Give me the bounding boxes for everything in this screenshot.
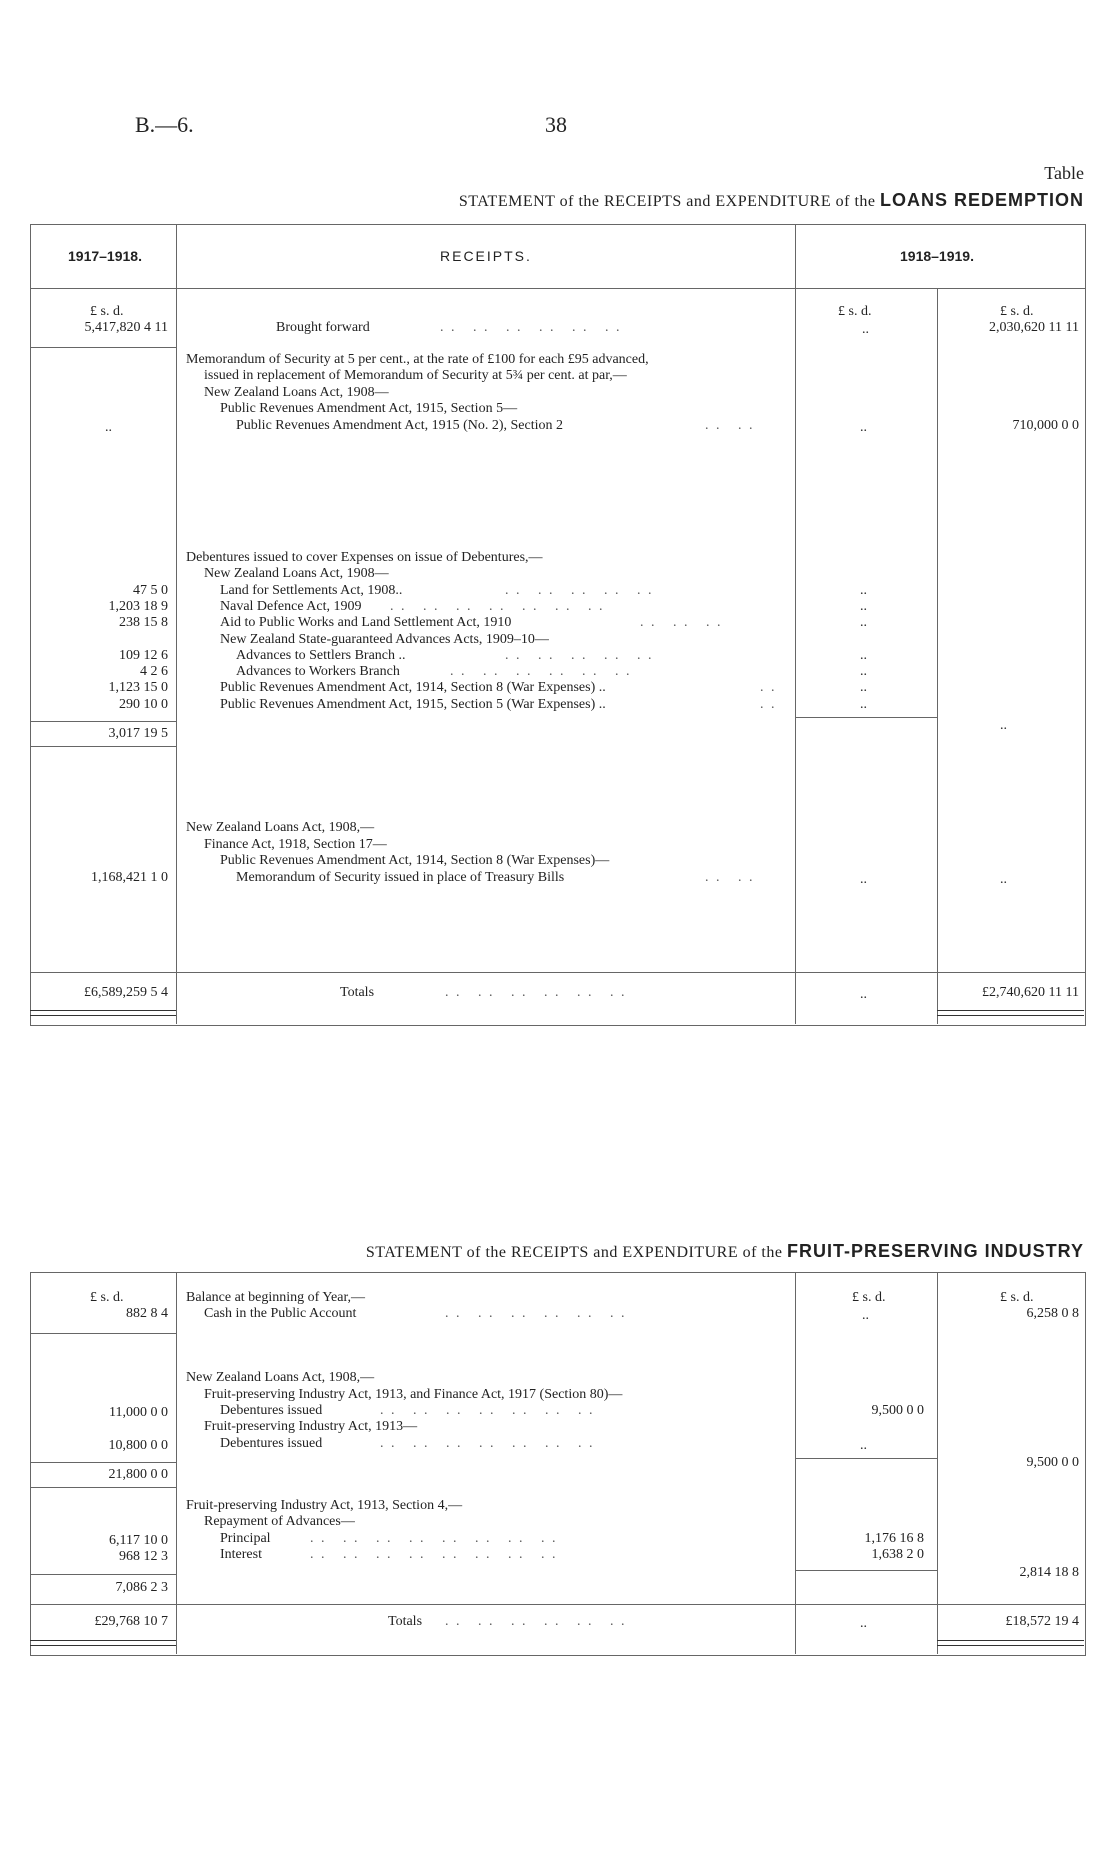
table1-deb-label: Advances to Settlers Branch .. <box>236 648 406 663</box>
table1-deb-sub: .. <box>860 697 867 712</box>
leader-dots: . . . . . . . . . . <box>505 583 654 598</box>
leader-dots: . . . . . . . . . . . . . . . . <box>310 1531 558 1546</box>
table2-fp-rule <box>30 1574 176 1575</box>
table1-deb-amount: 4 2 6 <box>140 664 168 679</box>
table2-nz-total: 21,800 0 0 <box>108 1467 168 1482</box>
table2-currency-sub: £ s. d. <box>852 1290 886 1305</box>
table1-memo-line3: New Zealand Loans Act, 1908— <box>204 385 389 400</box>
table-label: Table <box>1044 163 1084 183</box>
table1-deb-sub-rule <box>795 717 937 718</box>
table1-totals-double-rule-right <box>937 1010 1084 1016</box>
table2-totals-double-rule-right <box>937 1640 1084 1646</box>
leader-dots: . . . . <box>705 870 755 885</box>
leader-dots: . . . . . . <box>640 615 723 630</box>
table2-divider-right <box>937 1272 938 1654</box>
table1-nz-line1: New Zealand Loans Act, 1908,— <box>186 820 375 835</box>
table1-nz-line3: Public Revenues Amendment Act, 1914, Section 8 (War Expenses)— <box>220 853 610 868</box>
table2-bal-rule <box>30 1333 176 1334</box>
table2-title <box>366 1241 1084 1262</box>
table1-bf-amount: 5,417,820 4 11 <box>84 320 168 335</box>
table1-title-prefix: STATEMENT of the RECEIPTS and EXPENDITURE of the <box>458 193 876 210</box>
table2-fp-line4: Interest <box>220 1547 262 1562</box>
table1-totals-double-rule-left <box>30 1010 176 1016</box>
table1-divider-left <box>176 224 177 1024</box>
table2-frame <box>30 1272 1086 1656</box>
table2-nz-line1: New Zealand Loans Act, 1908,— <box>186 1370 375 1385</box>
table1-currency-left: £ s. d. <box>90 304 124 319</box>
table2-currency-right: £ s. d. <box>1000 1290 1034 1305</box>
leader-dots: . . . . . . . . . . <box>505 648 654 663</box>
table2-nz-amount1: 11,000 0 0 <box>109 1405 168 1420</box>
table1-col-1917-1918: 1917–1918. <box>68 248 142 264</box>
table1-deb-sub: .. <box>860 664 867 679</box>
leader-dots: . . . . <box>705 418 755 433</box>
table1-bf-label: Brought forward <box>276 320 370 335</box>
table1-deb-amount: 238 15 8 <box>119 615 168 630</box>
leader-dots: . . . . . . . . . . . . . . <box>390 599 605 614</box>
table1-totals-right: £2,740,620 11 11 <box>982 985 1079 1000</box>
table1-deb-total-rule <box>30 746 176 747</box>
table1-nz-line2: Finance Act, 1918, Section 17— <box>204 837 387 852</box>
table2-nz-right: 9,500 0 0 <box>1026 1455 1079 1470</box>
table1-title <box>459 190 1084 211</box>
table1-title-bold: LOANS REDEMPTION <box>879 190 1084 210</box>
table2-nz-line3: Debentures issued <box>220 1403 323 1418</box>
table2-fp-sub-rule <box>795 1570 937 1571</box>
table2-fp-amount1: 6,117 10 0 <box>109 1533 168 1548</box>
table1-col-1918-1919: 1918–1919. <box>900 248 974 264</box>
table2-title-prefix: STATEMENT of the RECEIPTS and EXPENDITURE of the <box>365 1244 783 1261</box>
table1-deb-label: Public Revenues Amendment Act, 1915, Section 5 (War Expenses) .. <box>220 697 606 712</box>
table2-nz-line4: Fruit-preserving Industry Act, 1913— <box>204 1419 418 1434</box>
table2-nz-total-rule <box>30 1487 176 1488</box>
leader-dots: . . . . . . . . . . . . <box>445 1614 627 1629</box>
table1-deb-amount: 1,203 18 9 <box>108 599 168 614</box>
table1-totals-label: Totals <box>340 985 375 1000</box>
table2-nz-sub1: 9,500 0 0 <box>871 1403 924 1418</box>
table1-nz-amount: 1,168,421 1 0 <box>91 870 168 885</box>
table2-totals-left: £29,768 10 7 <box>94 1614 168 1629</box>
leader-dots: . . . . . . . . . . . . <box>445 1306 627 1321</box>
table2-bal-right: 6,258 0 8 <box>1026 1306 1079 1321</box>
table1-frame <box>30 224 1086 1026</box>
table1-divider-mid <box>795 224 796 1024</box>
table1-memo-sub: .. <box>860 420 867 435</box>
table1-totals-sub: .. <box>860 987 867 1002</box>
table2-fp-sub2: 1,638 2 0 <box>871 1547 924 1562</box>
table2-divider-mid <box>795 1272 796 1654</box>
table1-deb-total: 3,017 19 5 <box>108 726 168 741</box>
table2-totals-label: Totals <box>388 1614 423 1629</box>
table1-deb-right: .. <box>1000 718 1007 733</box>
table1-currency-right: £ s. d. <box>1000 304 1034 319</box>
table1-deb-line1: Debentures issued to cover Expenses on issue of Debentures,— <box>186 550 543 565</box>
table2-totals-right: £18,572 19 4 <box>1005 1614 1079 1629</box>
table2-divider-left <box>176 1272 177 1654</box>
table2-bal-line2: Cash in the Public Account <box>204 1306 357 1321</box>
table1-deb-rule <box>30 721 176 722</box>
table2-fp-line1: Fruit-preserving Industry Act, 1913, Section 4,— <box>186 1498 463 1513</box>
table1-deb-label: Land for Settlements Act, 1908.. <box>220 583 403 598</box>
table1-deb-label: Public Revenues Amendment Act, 1914, Section 8 (War Expenses) .. <box>220 680 606 695</box>
table1-totals-left: £6,589,259 5 4 <box>84 985 168 1000</box>
leader-dots: . . <box>760 680 777 695</box>
table1-deb-sub: .. <box>860 583 867 598</box>
table2-bal-line1: Balance at beginning of Year,— <box>186 1290 366 1305</box>
table2-fp-sub1: 1,176 16 8 <box>864 1531 924 1546</box>
table1-divider-right <box>937 288 938 1024</box>
table1-deb-amount: 290 10 0 <box>119 697 168 712</box>
table2-fp-total: 7,086 2 3 <box>115 1580 168 1595</box>
table2-fp-right: 2,814 18 8 <box>1019 1565 1079 1580</box>
document-reference: B.—6. <box>135 112 194 137</box>
table2-fp-line3: Principal <box>220 1531 271 1546</box>
table1-deb-label: Advances to Workers Branch <box>236 664 400 679</box>
leader-dots: . . . . . . . . . . . . <box>450 664 632 679</box>
table1-currency-sub: £ s. d. <box>838 304 872 319</box>
table1-memo-line2: issued in replacement of Memorandum of Security at 5¾ per cent. at par,— <box>204 368 627 383</box>
table2-nz-line2: Fruit-preserving Industry Act, 1913, and Finance Act, 1917 (Section 80)— <box>204 1387 623 1402</box>
table2-nz-sub-rule <box>795 1458 937 1459</box>
table1-memo-left: .. <box>105 420 112 435</box>
table2-nz-line5: Debentures issued <box>220 1436 323 1451</box>
table1-deb-sub: .. <box>860 680 867 695</box>
table1-nz-line4: Memorandum of Security issued in place of Treasury Bills <box>236 870 565 885</box>
table2-bal-left: 882 8 4 <box>126 1306 168 1321</box>
table2-currency-left: £ s. d. <box>90 1290 124 1305</box>
table1-deb-sub: .. <box>860 599 867 614</box>
table1-deb-amount: 109 12 6 <box>119 648 168 663</box>
table1-bf-rule <box>30 347 176 348</box>
leader-dots: . . . . . . . . . . . . . . <box>380 1436 595 1451</box>
leader-dots: . . . . . . . . . . . . <box>440 320 622 335</box>
leader-dots: . . . . . . . . . . . . <box>445 985 627 1000</box>
table1-memo-line4: Public Revenues Amendment Act, 1915, Section 5— <box>220 401 518 416</box>
table1-deb-line3: New Zealand State-guaranteed Advances Acts, 1909–10— <box>220 632 549 647</box>
table1-nz-right: .. <box>1000 872 1007 887</box>
table1-memo-right: 710,000 0 0 <box>1012 418 1079 433</box>
table1-bf-sub: .. <box>862 322 869 337</box>
leader-dots: . . . . . . . . . . . . . . . . <box>310 1547 558 1562</box>
table2-totals-sub: .. <box>860 1616 867 1631</box>
table1-deb-sub: .. <box>860 615 867 630</box>
table1-deb-amount: 47 5 0 <box>133 583 168 598</box>
leader-dots: . . <box>760 697 777 712</box>
table1-memo-line1: Memorandum of Security at 5 per cent., at the rate of £100 for each £95 advanced, <box>186 352 649 367</box>
table1-header-rule <box>30 288 1085 289</box>
table1-totals-rule <box>30 972 1085 973</box>
table2-totals-rule <box>30 1604 1085 1605</box>
table2-fp-amount2: 968 12 3 <box>119 1549 168 1564</box>
table2-nz-sub2: .. <box>860 1438 867 1453</box>
table2-title-bold: FRUIT-PRESERVING INDUSTRY <box>786 1241 1084 1261</box>
table2-nz-rule <box>30 1462 176 1463</box>
leader-dots: . . . . . . . . . . . . . . <box>380 1403 595 1418</box>
table1-bf-right: 2,030,620 11 11 <box>989 320 1079 335</box>
table2-totals-double-rule-left <box>30 1640 176 1646</box>
table1-deb-amount: 1,123 15 0 <box>108 680 168 695</box>
table2-bal-sub: .. <box>862 1308 869 1323</box>
page-number: 38 <box>545 112 567 137</box>
table2-fp-line2: Repayment of Advances— <box>204 1514 355 1529</box>
table1-deb-sub: .. <box>860 648 867 663</box>
table1-memo-line5: Public Revenues Amendment Act, 1915 (No. 2), Section 2 <box>236 418 564 433</box>
table1-nz-sub: .. <box>860 872 867 887</box>
table1-deb-label: Aid to Public Works and Land Settlement Act, 1910 <box>220 615 512 630</box>
table1-deb-label: Naval Defence Act, 1909 <box>220 599 362 614</box>
table2-nz-amount2: 10,800 0 0 <box>108 1438 168 1453</box>
table1-deb-line2: New Zealand Loans Act, 1908— <box>204 566 389 581</box>
table1-col-receipts: RECEIPTS. <box>440 248 532 264</box>
